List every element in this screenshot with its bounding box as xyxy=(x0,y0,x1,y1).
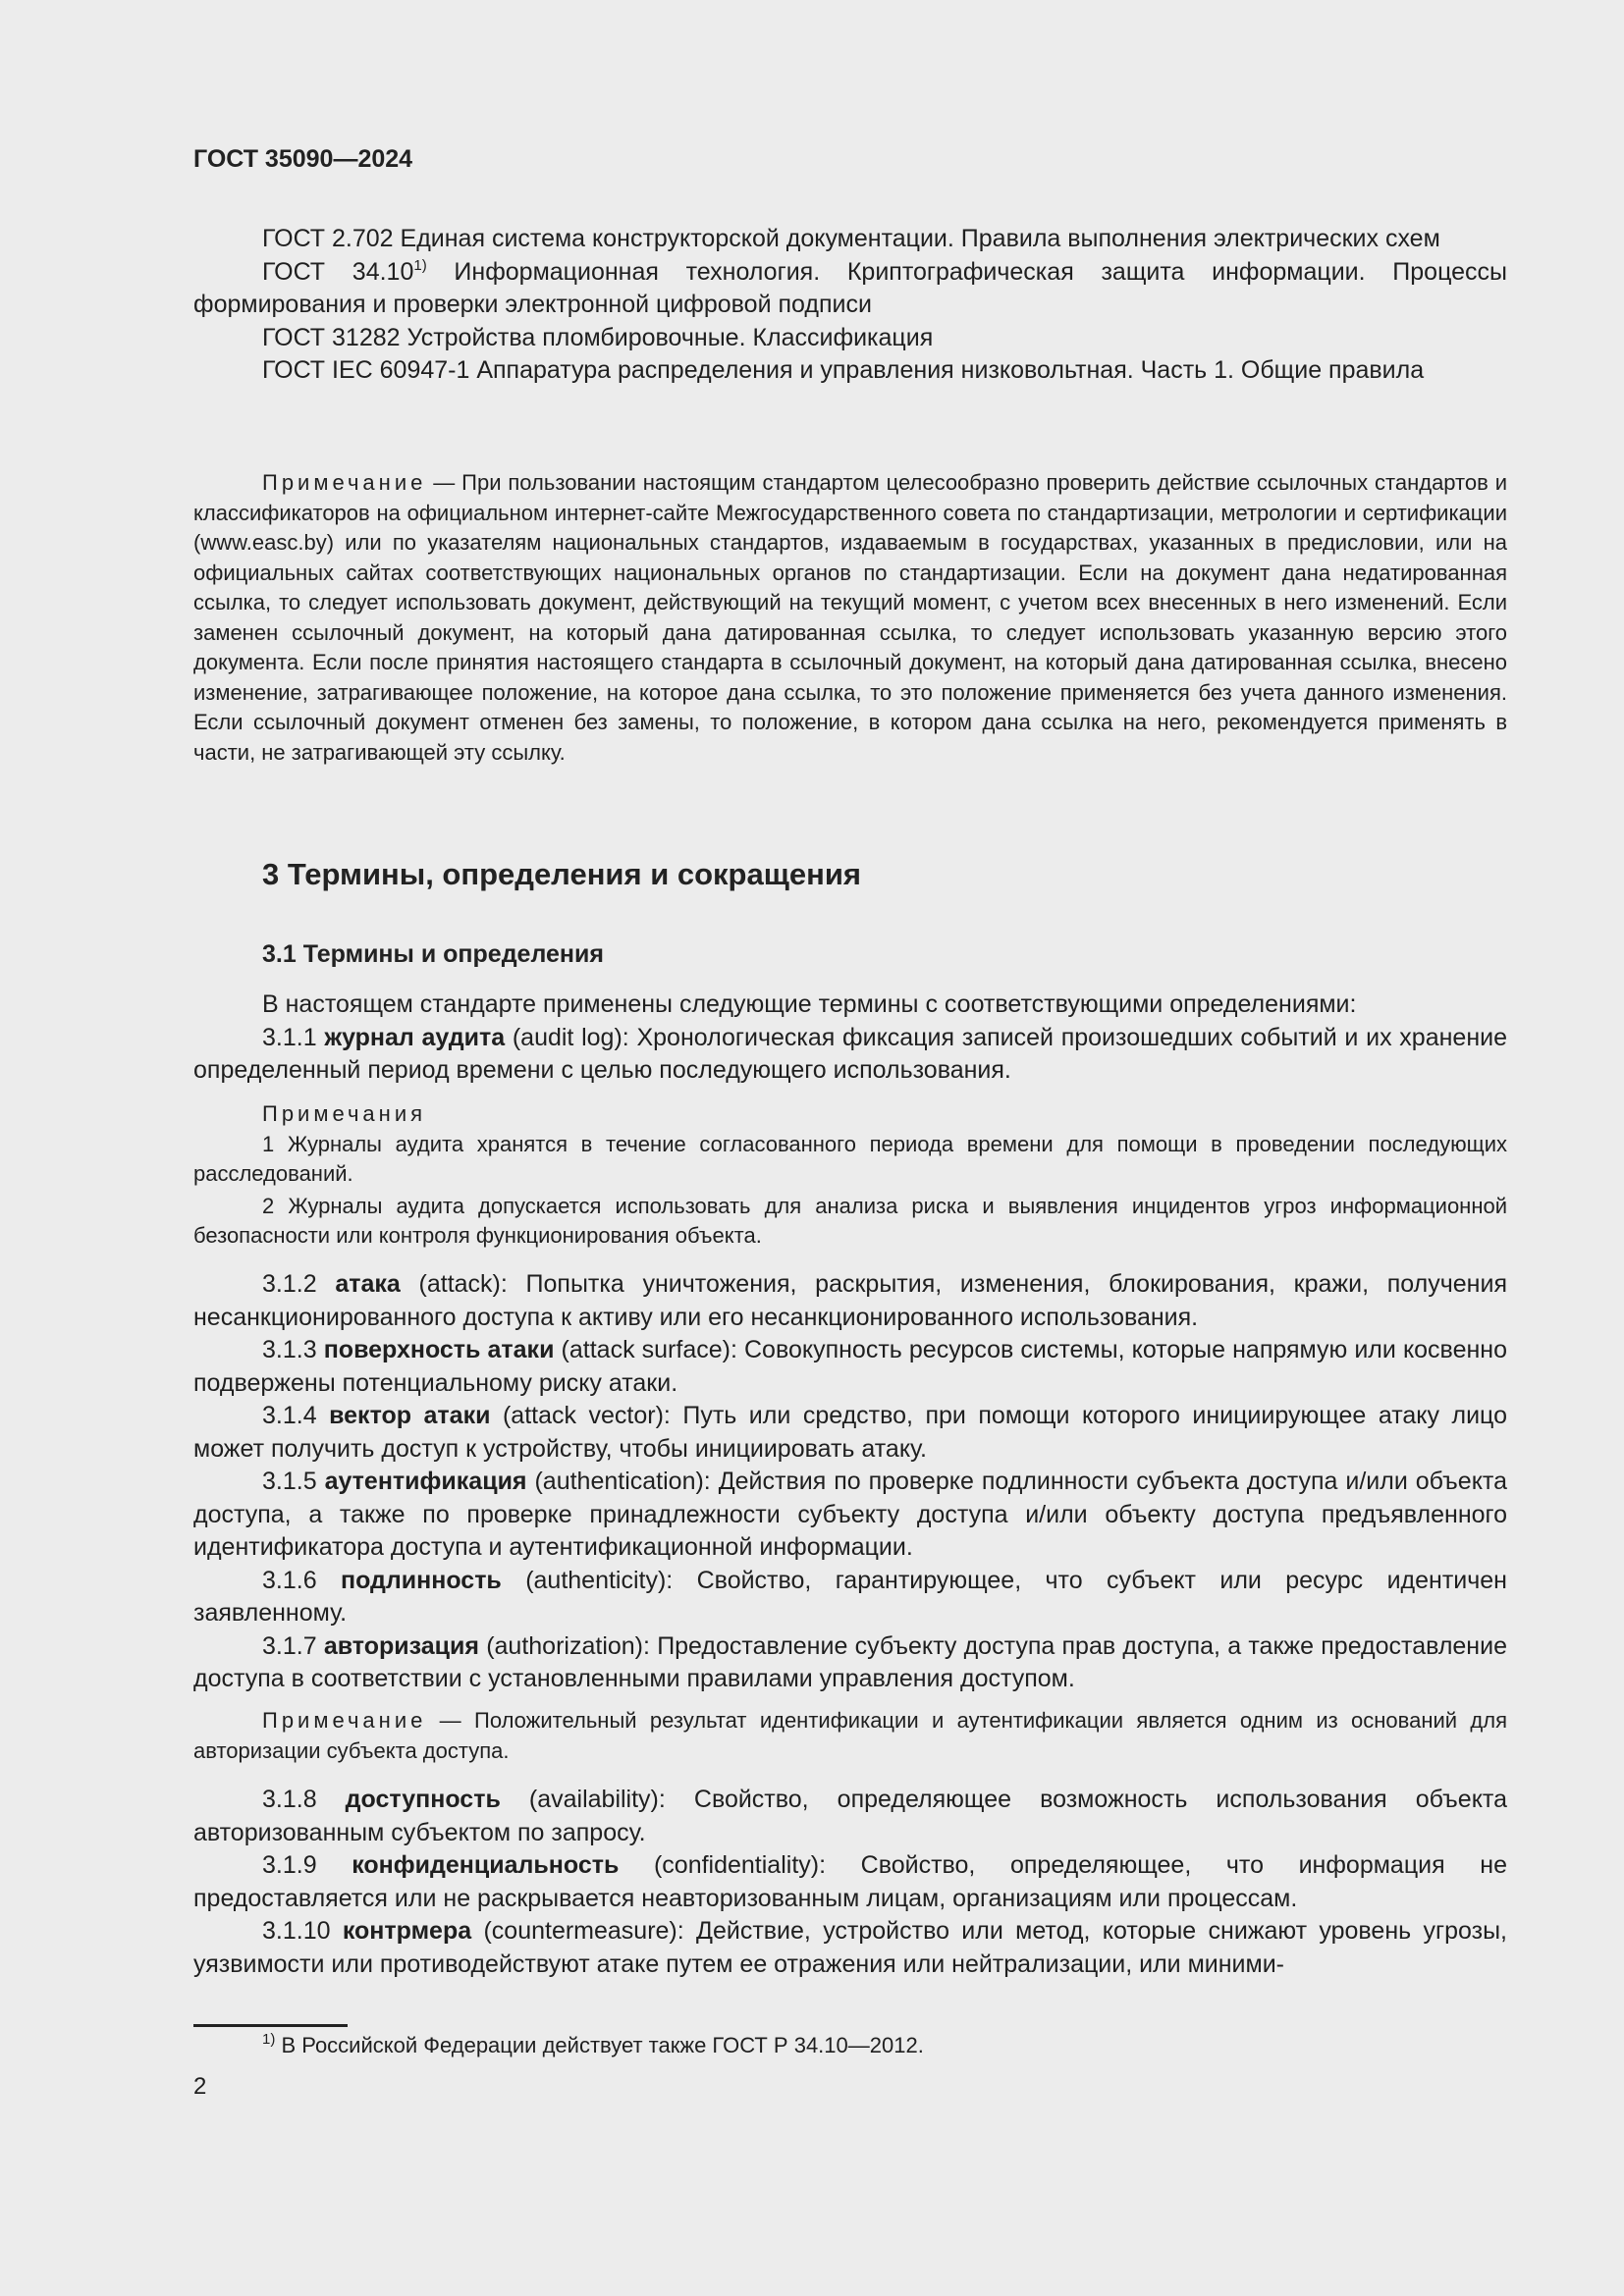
note-item: 1 Журналы аудита хранятся в течение согласованного периода времени для помощи в проведении последующих расследований. xyxy=(193,1131,1507,1186)
term-name: подлинность xyxy=(340,1566,502,1594)
note-label: Примечание xyxy=(262,1708,427,1733)
footnote-separator xyxy=(193,2024,348,2027)
term-name: доступность xyxy=(345,1786,501,1813)
term-definition: 3.1.9 конфиденциальность (confidentiality): Свойство, определяющее, что информация не предоставляется или не раскрывается неавторизованным лицам, организациям или процессам. xyxy=(193,1851,1507,1912)
note-item: 2 Журналы аудита допускается использовать для анализа риска и выявления инцидентов угроз информационной безопасности или контроля функционирования объекта. xyxy=(193,1193,1507,1248)
intro-paragraph: В настоящем стандарте применены следующие термины с соответствующими определениями: xyxy=(262,990,1357,1018)
term-definition: 3.1.2 атака (attack): Попытка уничтожения, раскрытия, изменения, блокирования, кражи, получения несанкционированного доступа к активу или его несанкционированного использования. xyxy=(193,1270,1507,1331)
term-name: атака xyxy=(335,1270,401,1298)
notes-label: Примечания xyxy=(262,1101,427,1126)
term-name: вектор атаки xyxy=(329,1402,491,1429)
term-definition: 3.1.8 доступность (availability): Свойство, определяющее возможность использования объекта авторизованным субъектом по запросу. xyxy=(193,1786,1507,1846)
page-number: 2 xyxy=(193,2073,207,2100)
term-definition: 3.1.3 поверхность атаки (attack surface): Совокупность ресурсов системы, которые напрямую или косвенно подвержены потенциальному риску атаки. xyxy=(193,1336,1507,1397)
references-note: Примечание — При пользовании настоящим стандартом целесообразно проверить действие ссылочных стандартов и классификаторов на официальном интернет-сайте Межгосударственного совета по стандартизации, метрологии и сертификации (www.easc.by) или по указателям национальных стандартов, издаваемым в государствах, указанных в предисловии, или на официальных сайтах соответствующих национальных органов по стандартизации. Если на документ дана недатированная ссылка, то следует использовать документ, действующий на текущий момент, с учетом всех внесенных в него изменений. Если заменен ссылочный документ, на который дана датированная ссылка, то следует использовать указанную версию этого документа. Если после принятия настоящего стандарта в ссылочный документ, на который дана датированная ссылка, внесено изменение, затрагивающее положение, на которое дана ссылка, то это положение применяется без учета данного изменения. Если ссылочный документ отменен без замены, то положение, в котором дана ссылка на него, рекомендуется применять в части, не затрагивающей эту ссылку. xyxy=(193,470,1508,765)
term-note: Примечание — Положительный результат идентификации и аутентификации является одним из оснований для авторизации субъекта доступа. xyxy=(193,1708,1507,1763)
section-heading: 3 Термины, определения и сокращения xyxy=(262,857,861,891)
terms-intro xyxy=(193,988,1507,1088)
term-definition: 3.1.6 подлинность (authenticity): Свойство, гарантирующее, что субъект или ресурс идентичен заявленному. xyxy=(193,1566,1507,1627)
term-name: авторизация xyxy=(323,1631,479,1660)
term-definition: 3.1.10 контрмера (countermeasure): Действие, устройство или метод, которые снижают уровень угрозы, уязвимости или противодействуют атаке путем ее отражения или нейтрализации, или миними- xyxy=(193,1917,1507,1978)
term-name: поверхность атаки xyxy=(323,1336,555,1363)
subsection-heading: 3.1 Термины и определения xyxy=(262,940,604,968)
footnote-text: В Российской Федерации действует также ГОСТ Р 34.10—2012. xyxy=(275,2033,924,2057)
term-name: журнал аудита xyxy=(324,1023,506,1051)
term-definition: 3.1.1 журнал аудита (audit log): Хронологическая фиксация записей произошедших событий и их хранение определенный период времени с целью последующего использования. xyxy=(193,1023,1507,1084)
ref-item: ГОСТ 2.702 Единая система конструкторской документации. Правила выполнения электрических схем xyxy=(262,225,1440,252)
document-header: ГОСТ 35090—2024 xyxy=(193,145,413,173)
footnote xyxy=(262,2031,924,2060)
term-name: конфиденциальность xyxy=(352,1851,620,1879)
terms-list xyxy=(193,1784,1507,1981)
term-definition: 3.1.5 аутентификация (authentication): Действия по проверке подлинности субъекта доступа и/или объекта доступа, а также по проверке принадлежности субъекту доступа и/или объекту доступа предъявленного идентификатора доступа и аутентификационной информации. xyxy=(193,1468,1507,1561)
ref-item: ГОСТ IEC 60947-1 Аппаратура распределения и управления низковольтная. Часть 1. Общие правила xyxy=(262,356,1425,384)
term-name: контрмера xyxy=(342,1917,472,1945)
footnote-marker: 1) xyxy=(413,256,427,274)
ref-item: ГОСТ 34.10$^{1)}$ Информационная технология. Криптографическая защита информации. Процессы формирования и проверки электронной цифровой подписи xyxy=(193,256,1507,318)
term-definition: 3.1.4 вектор атаки (attack vector): Путь или средство, при помощи которого инициирующее атаку лицо может получить доступ к устройству, чтобы инициировать атаку. xyxy=(193,1402,1507,1463)
note-label: Примечание xyxy=(262,470,427,495)
ref-item: ГОСТ 31282 Устройства пломбировочные. Классификация xyxy=(262,323,934,351)
term-definition: 3.1.7 авторизация (authorization): Предоставление субъекту доступа прав доступа, а также предоставление доступа в соответствии с установленными правилами управления доступом. xyxy=(193,1631,1507,1692)
note-text: Положительный результат идентификации и аутентификации является одним из оснований для авторизации субъекта доступа. xyxy=(193,1708,1507,1763)
terms-list xyxy=(193,1268,1507,1696)
references-list xyxy=(193,223,1507,388)
term-name: аутентификация xyxy=(324,1468,527,1495)
note-text: При пользовании настоящим стандартом целесообразно проверить действие ссылочных стандартов и классификаторов на официальном интернет-сайте Межгосударственного совета по стандартизации, метрологии и сертификации (www.easc.by) или по указателям национальных стандартов, издаваемым в государствах, указанных в предисловии, или на официальных сайтах соответствующих национальных органов по стандартизации. Если на документ дана недатированная ссылка, то следует использовать документ, действующий на текущий момент, с учетом всех внесенных в него изменений. Если заменен ссылочный документ, на который дана датированная ссылка, то следует использовать указанную версию этого документа. Если после принятия настоящего стандарта в ссылочный документ, на который дана датированная ссылка, внесено изменение, затрагивающее положение, на которое дана ссылка, то это положение применяется без учета данного изменения. Если ссылочный документ отменен без замены, то положение, в котором дана ссылка на него, рекомендуется применять в части, не затрагивающей эту ссылку. xyxy=(193,470,1508,765)
term-notes xyxy=(193,1099,1507,1252)
footnote-marker: 1) xyxy=(262,2031,276,2048)
